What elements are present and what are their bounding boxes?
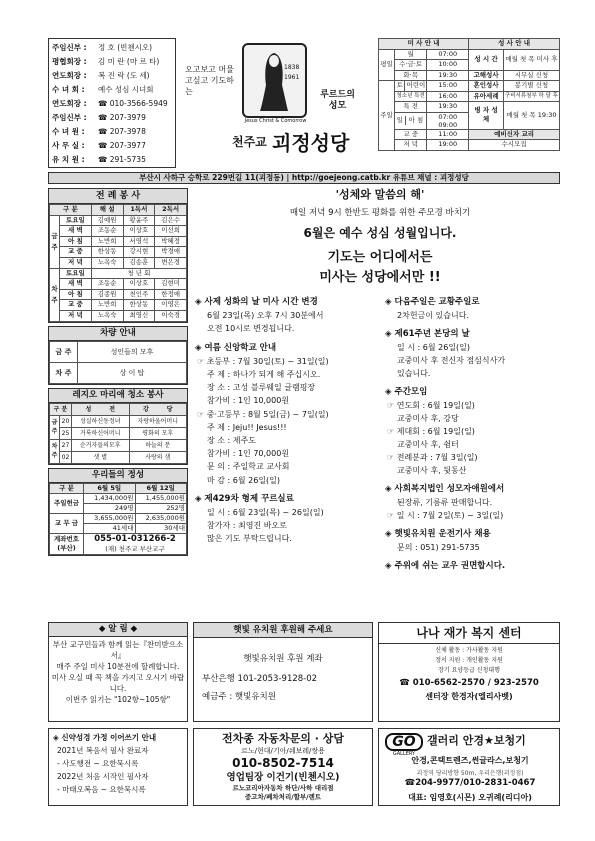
legio-header (72, 403, 130, 415)
kinder-account-title: 햇빛유치원 후원 계좌 (243, 654, 323, 664)
main-prayer: 매일 저녁 9시 한반도 평화를 위한 주모경 바치기 (289, 208, 471, 218)
seal-sub: Jesus Christ & Comorrow (244, 118, 307, 124)
sacrament-value: 구비서류첨부 하 달 후 (503, 91, 559, 102)
service-week-label: 금주 (50, 215, 60, 268)
service-cell: 한상동 (123, 300, 155, 311)
notice-item-line: ☞ 중·고등부 : 8월 5일(금) ~ 7일(일) (197, 409, 329, 419)
main-slogan-1: 기도는 어디에서든 (327, 250, 433, 265)
sun-mass-time: 19:00 (427, 140, 469, 151)
offering-title: 우리들의 정성 (49, 469, 187, 483)
madonna-seal (242, 43, 307, 118)
notice-item-line: 장 소 : 고성 블루웨일 글램핑장 (207, 383, 316, 393)
legio-header-part: 강 (142, 405, 149, 413)
notice-line: 부산 교구민들과 함께 읽는『찬미받으소서』 (52, 640, 184, 660)
service-cell: 천인주 (123, 289, 155, 300)
staff-label: 유 치 원 : (52, 155, 85, 164)
service-cell: 교 중 (60, 300, 92, 311)
church-logo-area (180, 38, 370, 168)
service-cell: 황윤주 (123, 215, 155, 226)
offering-header: 6월 5일 (84, 483, 136, 493)
sat-label: 토 (396, 81, 403, 89)
sunday-label: 주일 (379, 81, 395, 151)
notice-item-line: 교중미사 후, 강당 (397, 414, 459, 423)
right-notices (385, 296, 563, 596)
notice-item-line: 있습니다. (397, 369, 431, 378)
notice-item-line: 교중미사 후, 쉼터 (397, 440, 459, 449)
vehicle-value: 상 이 탑 (78, 362, 187, 383)
notice-item-title: ◈ 햇빛유치원 운전기사 채용 (385, 529, 491, 539)
service-header: 해 설 (91, 205, 123, 216)
service-row (50, 279, 187, 290)
offering-value: 2,635,000원 (135, 513, 187, 523)
car-box (193, 728, 373, 806)
notice-item-line: ☞ 일 시 : 7월 2일(토) ~ 3일(일) (387, 511, 504, 520)
legio-cell: 자랑하올어머니 (129, 415, 187, 427)
service-header: 2독서 (155, 205, 187, 216)
notice-item-line: 일 시 : 6월 23일(목) ~ 26일(일) (207, 508, 324, 518)
gallery-title: 갤러리 안경★보청기 (427, 734, 526, 747)
notice-item-title: ◈ 주간모임 (385, 387, 428, 397)
legio-week-label: 차주 (50, 439, 60, 463)
service-row (50, 236, 187, 247)
legio-cell: 거룩하신어머니 (72, 427, 130, 439)
sacrament-label: 성 시 간 (469, 49, 504, 70)
service-header-row (50, 205, 187, 216)
bible-line: 2022년 처음 시작인 필사자 (57, 772, 149, 781)
vehicle-section (48, 326, 188, 385)
staff-label: 평협회장 : (52, 57, 87, 66)
notice-item-line: 마 감 : 6월 26일(일) (207, 475, 281, 485)
offering-value: 1,434,000원 (84, 493, 136, 503)
service-cell: 이상호 (123, 279, 155, 290)
sacrament-value: 시무실 신청 (503, 70, 559, 81)
notice-item (385, 328, 563, 380)
welfare-line: 장기 요양등급 신청대행 (438, 667, 500, 674)
staff-label: 주임신부 : (52, 113, 87, 122)
legio-row (50, 451, 187, 463)
weekday-time: 07:00 (427, 49, 469, 60)
legio-row (50, 439, 187, 451)
main-slogan-2: 미사는 성당에서만 !! (319, 270, 441, 285)
notice-item-line: 된장류, 기름류 판매합니다. (397, 498, 493, 507)
welfare-phone: ☎ 010-6562-2570 / 923-2570 (399, 678, 539, 688)
notice-item-line: 참가비 : 1인 10,000원 (207, 396, 290, 406)
service-cell: 이선희 (155, 226, 187, 237)
account-number: 055-01-031266-2 (94, 533, 176, 544)
notice-box (48, 622, 188, 722)
notice-item-line: ☞ 연도회 : 6월 19일(일) (387, 401, 475, 410)
notice-item-line: 문의 : 051) 291-5735 (397, 543, 480, 552)
legio-header (129, 403, 187, 415)
service-row (50, 310, 187, 321)
service-title: 전 례 봉 사 (49, 189, 187, 204)
church-slogan: 오고보고 머물고싶고 기도하는 (185, 65, 234, 96)
legio-cell: 02 (60, 451, 72, 463)
seal-years: 1838 1961 (284, 64, 300, 81)
service-cell: 김종원 (91, 289, 123, 300)
bible-line: - 마태오복음 ~ 요한묵시록 (57, 785, 146, 794)
service-row (50, 289, 187, 300)
notice-item (195, 493, 380, 546)
service-cell: 이상호 (123, 226, 155, 237)
left-column (48, 188, 188, 556)
main-theme: '성체와 말씀의 해' (335, 188, 425, 201)
service-cell: 토요일 (60, 215, 92, 226)
notice-item-line: 주 제 : 하나가 되게 해 주십시오. (207, 370, 321, 380)
weekday-time: 10:00 (427, 60, 469, 71)
service-cell: 한정애 (155, 289, 187, 300)
staff-label: 수 녀 회 : (52, 85, 85, 94)
weekday-day: 화·목 (395, 70, 427, 81)
notice-item (195, 342, 380, 487)
welfare-lines (379, 646, 559, 676)
staff-row (52, 55, 172, 69)
sat-mass-name: 청소년 특전 (395, 91, 427, 102)
service-cell: 아 침 (60, 236, 92, 247)
weekday-day: 월 (395, 49, 427, 60)
offering-count: 41세대 (84, 523, 136, 533)
staff-label: 연도회장 : (52, 99, 87, 108)
service-cell: 교 중 (60, 247, 92, 258)
staff-value: 복 진 락 (도 세) (98, 71, 150, 80)
sun-label: 일 (396, 115, 403, 124)
service-cell: 조동순 (91, 279, 123, 290)
sacrament-value: 봉기별 신청 (503, 81, 559, 92)
service-cell: 박혜정 (155, 236, 187, 247)
notice-line: 미사 오실 때 꼭 책을 가지고 오시기 바랍니다. (51, 673, 185, 693)
notice-item-line: ☞ 전례분과 : 7월 3일(일) (387, 453, 478, 462)
staff-row (52, 97, 172, 111)
staff-row (52, 125, 172, 139)
service-row (50, 300, 187, 311)
welfare-line: 신체 활동 : 가사활동 지원 (435, 647, 503, 654)
kinder-title: 햇빛 유치원 후원해 주세요 (194, 623, 372, 638)
staff-value: 김 미 란 (마 르 타) (98, 57, 160, 66)
gallery-logo-mark: GO (385, 733, 423, 751)
service-cell: 조동순 (91, 226, 123, 237)
notice-item-line: 참가비 : 1인 70,000원 (207, 449, 290, 459)
car-name: 영업팀장 이건기(빈첸시오) (226, 772, 340, 783)
legio-table (49, 403, 187, 464)
gallery-logo (385, 733, 423, 757)
sun-mass-time: 11:00 (427, 129, 469, 140)
staff-list (52, 41, 172, 167)
staff-box (48, 38, 176, 168)
address-bar: 부산시 사하구 승학로 229번길 11(괴정동) | http://goejeong.catb.kr 유튜브 채널 : 괴정성당 (48, 172, 560, 184)
notice-item-line: ☞ 제대회 : 6월 19일(일) (387, 427, 475, 436)
welfare-director: 센터장 한경자(엘리사벳) (425, 692, 513, 701)
notice-item-line: 오전 10시로 변경됩니다. (207, 324, 295, 334)
gallery-items: 안경,콘택트렌즈,썬글라스,보청기 (411, 756, 529, 765)
welfare-line: 정서 지원 : 개인활동 지원 (435, 657, 503, 664)
service-cell: 새 벽 (60, 279, 92, 290)
kinder-bank: 부산은행 101-2053-9128-02 (202, 674, 318, 684)
notice-item-line: 일 시 : 6월 26일(일) (397, 343, 471, 352)
service-cell: 서영석 (123, 236, 155, 247)
staff-value: ☎ 207-3977 (98, 141, 146, 150)
sacrament-label: 병 자 성 체 (469, 102, 504, 130)
notice-item-line: 주 제 : Jeju!! Jesus!!! (207, 422, 287, 432)
service-cell: 노반희 (91, 300, 123, 311)
service-header: 1독서 (123, 205, 155, 216)
offering-count: 249명 (84, 503, 136, 513)
church-name: 괴정성당 (272, 131, 350, 155)
staff-label: 사 무 실 : (52, 141, 85, 150)
kinder-box (193, 622, 373, 722)
bible-lines (53, 744, 183, 796)
service-cell: 노옥숙 (91, 257, 123, 268)
service-cell: 김송훈 (123, 257, 155, 268)
notice-item-title: ◈ 다음주일은 교황주일로 (385, 297, 480, 307)
service-cell: 이숙경 (155, 310, 187, 321)
offering-count: 252명 (135, 503, 187, 513)
staff-label: 수 녀 원 : (52, 127, 85, 136)
service-cell: 저 녁 (60, 310, 92, 321)
legio-cell: 하늘의 문 (129, 439, 187, 451)
catechism-title: 예비신자 교리 (469, 129, 560, 140)
car-note-2: 중고차/폐차처리/할부/렌트 (244, 793, 322, 801)
service-cell: 한상동 (91, 247, 123, 258)
left-notices (195, 296, 380, 596)
service-cell: 새 벽 (60, 226, 92, 237)
welfare-title: 나나 재가 복지 센터 (379, 623, 559, 644)
sun-mass-name: 아 침 (405, 116, 426, 126)
catechism-value: 수시모집 (469, 140, 560, 151)
sat-mass-name: 특 전 (395, 102, 427, 113)
legio-week-label: 금주 (50, 415, 60, 439)
staff-value: ☎ 291-5735 (98, 155, 146, 164)
legio-cell: 샛 별 (72, 451, 130, 463)
service-cell: 아 침 (60, 289, 92, 300)
service-cell: 저 녁 (60, 257, 92, 268)
notice-item (385, 386, 563, 477)
sat-mass-name: 어린이 (406, 81, 426, 89)
service-cell: 이영은 (155, 300, 187, 311)
sun-mass-name: 저 녁 (395, 140, 427, 151)
weekday-day: 수·금·토 (395, 60, 427, 71)
sacrament-value: 매월 첫 목 미사 후 (503, 49, 559, 70)
sat-mass-time: 16:00 (427, 91, 469, 102)
notice-line: 매주 주일 미사 10분전에 할례합니다. (56, 662, 180, 671)
weekday-time: 19:30 (427, 70, 469, 81)
legio-title: 레지오 마리애 청소 봉사 (49, 389, 187, 403)
sacrament-label: 고해성사 (469, 70, 504, 81)
staff-value: ☎ 207-3979 (98, 113, 146, 122)
main-month: 6월은 예수 성심 성월입니다. (303, 226, 457, 240)
legio-cell: 20 (60, 415, 72, 427)
weekday-label: 평일 (379, 49, 395, 81)
staff-row (52, 139, 172, 153)
staff-label: 연도회장 : (52, 71, 87, 80)
sat-mass-time: 15:00 (427, 81, 469, 92)
staff-label: 주임신부 : (52, 43, 87, 52)
offering-section (48, 468, 188, 556)
account-label: 계좌번호 (부산) (50, 533, 84, 554)
notice-item-title: ◈ 여름 신앙학교 안내 (195, 342, 277, 353)
legio-cell: 25 (60, 427, 72, 439)
bible-title: ◈ 신약성경 가정 이어쓰기 안내 (53, 733, 157, 742)
notice-item-line: ☞ 초등부 : 7월 30일(토) ~ 31일(일) (197, 356, 329, 366)
service-header: 구 분 (50, 205, 92, 216)
offering-header: 구 분 (50, 483, 84, 493)
service-section (48, 188, 188, 323)
service-row (50, 268, 187, 279)
notice-item-line: 2차헌금이 있습니다. (397, 311, 469, 320)
notice-item-line: 장 소 : 제주도 (207, 436, 256, 446)
service-cell: 박경애 (155, 247, 187, 258)
sat-mass-time: 19:30 (427, 102, 469, 113)
sun-mass-time: 07:00 09:00 (427, 112, 469, 129)
legio-cell: 평화의 모후 (129, 427, 187, 439)
legio-header-part: 전 (109, 405, 116, 413)
notice-line: 이번주 읽기는 "102항~105항" (65, 695, 171, 704)
gallery-owner: 대표: 임영호(시몬) 오귀례(리디아) (408, 793, 532, 802)
legio-row (50, 427, 187, 439)
staff-row (52, 41, 172, 55)
notice-item (385, 483, 563, 522)
notice-item-line: 많은 기도 부탁드립니다. (207, 534, 292, 544)
gallery-phone: ☎204-9977/010-2831-0467 (404, 778, 536, 788)
church-prefix: 천주교 (232, 135, 267, 149)
notice-item-line: 6월 23일(목) 오후 7시 30분에서 (207, 311, 324, 321)
vehicle-value: 성인들의 모후 (78, 341, 187, 362)
sacrament-label: 혼인성사 (469, 81, 504, 92)
notice-item (385, 528, 563, 554)
gallery-logo-sub: GALLERY (392, 751, 416, 757)
offering-count: 30세대 (135, 523, 187, 533)
offering-value: 1,455,000원 (135, 493, 187, 503)
legio-header-row (50, 403, 187, 415)
service-cell: 청 년 회 (91, 268, 186, 279)
service-row (50, 257, 187, 268)
notice-item (385, 296, 563, 322)
mass-table (378, 38, 560, 151)
staff-value: ☎ 010-3566-5949 (98, 99, 168, 108)
mass-title: 미 사 안 내 (379, 39, 469, 50)
notice-item-line: 참가자 : 최영진 바오로 (207, 521, 287, 531)
service-cell: 강시현 (123, 247, 155, 258)
sun-mass-name: 교 중 (395, 129, 427, 140)
notice-item-line: 문 의 : 주일학교 교사회 (207, 462, 290, 472)
offering-label: 주일헌금 (50, 493, 84, 513)
sacrament-title: 성 사 안 내 (469, 39, 560, 50)
staff-row (52, 83, 172, 97)
vehicle-table (49, 341, 187, 384)
kinder-holder: 예금주 : 햇빛유치원 (202, 692, 276, 702)
notice-item-title: ◈ 주위에 쉬는 교우 권면합시다. (385, 561, 506, 571)
service-cell: 토요일 (60, 268, 92, 279)
offering-header: 6월 12일 (135, 483, 187, 493)
staff-row (52, 111, 172, 125)
notice-item-title: ◈ 제429차 형제 꾸르실료 (195, 493, 294, 504)
service-cell: 노옥숙 (91, 310, 123, 321)
offering-table (49, 483, 187, 555)
notice-item-line: 교중미사 후, 뒷동산 (397, 466, 467, 475)
staff-value: 정 호 (빈첸시오) (98, 43, 153, 52)
staff-value: ☎ 207-3978 (98, 127, 146, 136)
vehicle-title: 차량 안내 (49, 327, 187, 341)
offering-value: 3,655,000원 (84, 513, 136, 523)
service-table (49, 204, 187, 322)
legio-header: 구 분 (50, 403, 72, 415)
bible-box (48, 728, 188, 806)
service-week-label: 차주 (50, 268, 60, 321)
notice-item-title: ◈ 사제 성화의 날 미사 시간 변경 (195, 297, 318, 307)
legio-cell: 성실하신동정녀 (72, 415, 130, 427)
car-brands: 르노/현대/기아/쉐보레/쌍용 (241, 747, 325, 755)
sacrament-value: 매월 첫 목 19:30 (503, 102, 559, 130)
notice-item-title: ◈ 사회복지법인 성모자애원에서 (385, 484, 505, 494)
service-row (50, 215, 187, 226)
car-note-1: 르노코리아자동차 하단/사하 대리점 (232, 784, 334, 792)
notice-title: ◆ 알 림 ◆ (49, 623, 187, 637)
vehicle-label: 금 주 (50, 341, 78, 362)
vehicle-label: 차 주 (50, 362, 78, 383)
mass-sacrament-box (378, 38, 560, 170)
legio-header-part: 성 (85, 405, 92, 413)
legio-header-part: 당 (166, 405, 173, 413)
sacrament-label: 유아세례 (469, 91, 504, 102)
car-title: 전차종 자동차문의 · 상담 (222, 732, 344, 745)
gallery-box (378, 728, 560, 806)
legio-section (48, 388, 188, 465)
lourdes-label: 루르드의 성모 (320, 90, 355, 111)
notice-item-line: 교중미사 후 전신자 점심식사가 (397, 356, 506, 365)
notice-lines (49, 637, 187, 707)
offering-label: 교 무 금 (50, 513, 84, 533)
service-cell: 김예원 (91, 215, 123, 226)
staff-row (52, 153, 172, 167)
gallery-address: 괴정역 당리방향 50m, 우리은행(괴정점) (416, 770, 524, 777)
welfare-box (378, 622, 560, 722)
notice-item (385, 560, 563, 573)
staff-value: 예수 성심 시녀회 (98, 85, 154, 94)
notice-item (195, 296, 380, 336)
service-row (50, 226, 187, 237)
service-row (50, 247, 187, 258)
car-phone: 010-8502-7514 (232, 756, 334, 770)
legio-row (50, 415, 187, 427)
legio-cell: 사랑의 샘 (129, 451, 187, 463)
service-cell: 변은경 (155, 257, 187, 268)
service-cell: 김현미 (155, 279, 187, 290)
staff-row (52, 69, 172, 83)
bible-line: 2021년 복음서 필사 완료자 (57, 746, 149, 755)
service-cell: 김은수 (155, 215, 187, 226)
legio-cell: 순거자들의모후 (72, 439, 130, 451)
service-cell: 노반희 (91, 236, 123, 247)
service-cell: 최영신 (123, 310, 155, 321)
legio-cell: 27 (60, 439, 72, 451)
bible-line: - 사도행전 ~ 요한묵시록 (57, 759, 139, 768)
notice-item-title: ◈ 제61주년 본당의 날 (385, 329, 470, 339)
account-owner: (재) 천주교 부산교구 (105, 544, 165, 553)
